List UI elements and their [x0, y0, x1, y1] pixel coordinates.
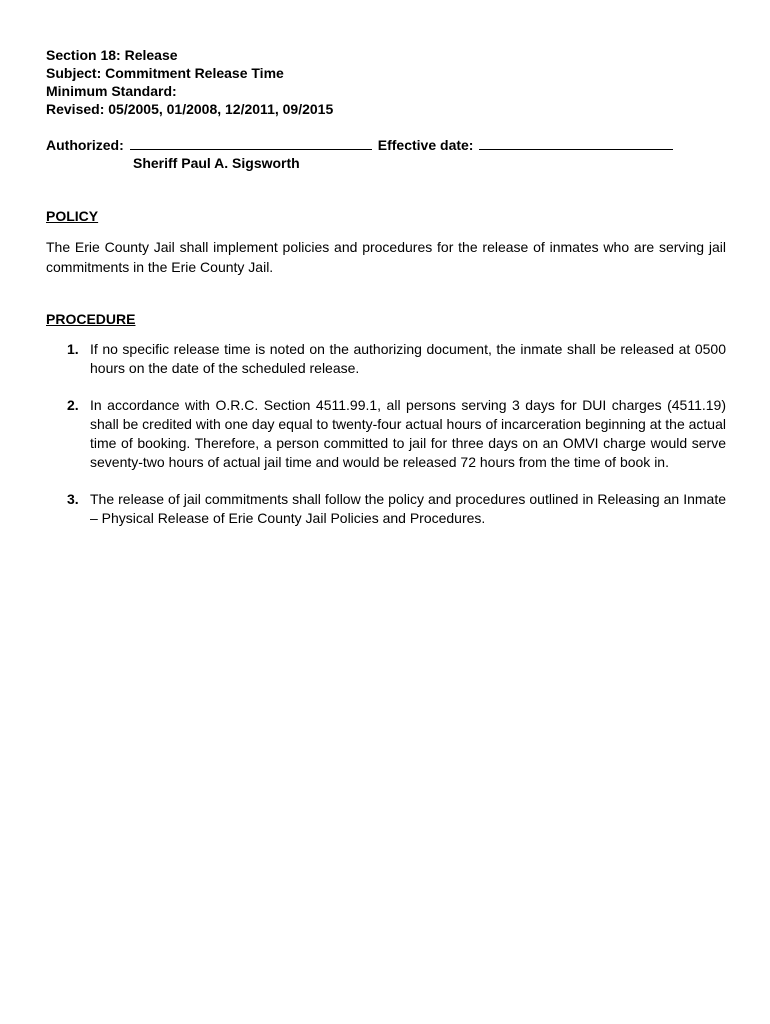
procedure-item-number: 3. [67, 491, 79, 507]
policy-heading: POLICY [46, 208, 99, 224]
procedure-heading: PROCEDURE [46, 311, 136, 327]
authorization-row [46, 137, 726, 154]
procedure-item [67, 490, 726, 528]
procedure-item-number: 1. [67, 341, 79, 357]
procedure-item-text: In accordance with O.R.C. Section 4511.99.1, all persons serving 3 days for DUI charges (4511.19) shall be credited with one day equal to twenty-four actual hours of incarceration beginning at the actual time of booking. Therefore, a person committed to jail for three days on an OMVI charge would serve seventy-two hours of actual jail time and would be released 72 hours from the time of book in. [90, 397, 726, 470]
procedure-item [67, 396, 726, 472]
procedure-item [67, 340, 726, 378]
procedure-item-number: 2. [67, 397, 79, 413]
effective-date-label: Effective date: [377, 137, 474, 153]
procedure-item-text: If no specific release time is noted on the authorizing document, the inmate shall be released at 0500 hours on the date of the scheduled release. [90, 341, 726, 376]
section-title: Section 18: Release [46, 47, 178, 63]
authorized-signature-blank [130, 137, 372, 150]
minimum-standard-line: Minimum Standard: [46, 83, 177, 99]
document-page [46, 46, 726, 546]
effective-date-blank [479, 137, 673, 150]
procedure-item-text: The release of jail commitments shall follow the policy and procedures outlined in Releasing an Inmate – Physical Release of Erie County Jail Policies and Procedures. [90, 491, 726, 526]
procedure-list [46, 340, 726, 528]
policy-text: The Erie County Jail shall implement policies and procedures for the release of inmates who are serving jail commitments in the Erie County Jail. [46, 239, 726, 275]
subject-line: Subject: Commitment Release Time [46, 65, 284, 81]
revised-line: Revised: 05/2005, 01/2008, 12/2011, 09/2015 [46, 101, 334, 117]
signer-name: Sheriff Paul A. Sigsworth [133, 155, 300, 171]
authorized-label: Authorized: [46, 137, 124, 153]
